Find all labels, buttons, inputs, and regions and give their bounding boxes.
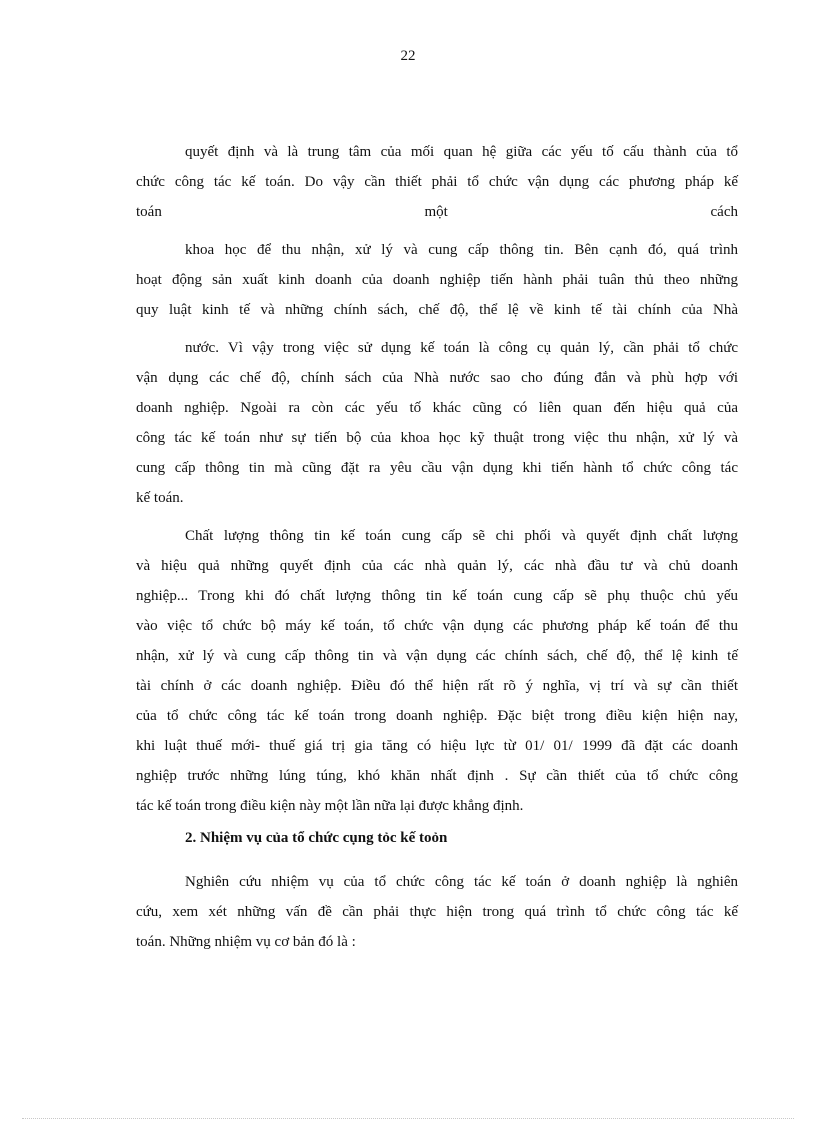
paragraph-line: kế toán. [136,490,184,506]
paragraph-line: khi luật thuế mới- thuế giá trị gia tăng có hiệu lực từ 01/ 01/ 1999 đã đặt các doanh [136,738,738,754]
paragraph-line: vào việc tổ chức bộ máy kế toán, tổ chức vận dụng các phương pháp kế toán để thu [136,618,738,634]
paragraph-line: quyết định và là trung tâm của mối quan hệ giữa các yếu tố cấu thành của tổ [185,144,738,160]
section-heading: 2. Nhiệm vụ của tổ chức cụng tỏc kế toỏn [185,830,448,846]
paragraph-line: toán một cách [136,204,738,220]
paragraph-line: của tổ chức công tác kế toán trong doanh nghiệp. Đặc biệt trong điều kiện hiện nay, [136,708,738,724]
paragraph-line: nghiệp trước những lúng túng, khó khăn nhất định . Sự cần thiết của tổ chức công [136,768,738,784]
paragraph-line: nghiệp... Trong khi đó chất lượng thông tin kế toán cung cấp sẽ phụ thuộc chủ yếu [136,588,738,604]
paragraph-line: Chất lượng thông tin kế toán cung cấp sẽ chi phối và quyết định chất lượng [185,528,738,544]
paragraph-line: và hiệu quả những quyết định của các nhà quản lý, các nhà đầu tư và chủ doanh [136,558,738,574]
paragraph-line: nước. Vì vậy trong việc sử dụng kế toán là công cụ quản lý, cần phải tổ chức [185,340,738,356]
paragraph-line: nhận, xử lý và cung cấp thông tin và vận dụng các chính sách, chế độ, thể lệ kinh tế [136,648,738,664]
paragraph-line: hoạt động sản xuất kinh doanh của doanh nghiệp tiến hành phải tuân thủ theo những [136,272,738,288]
paragraph-line: toán. Những nhiệm vụ cơ bản đó là : [136,934,356,950]
paragraph-line: vận dụng các chế độ, chính sách của Nhà nước sao cho đúng đắn và phù hợp với [136,370,738,386]
paragraph-line: cứu, xem xét những vấn đề cần phải thực hiện trong quá trình tổ chức công tác kế [136,904,738,920]
paragraph-line: chức công tác kế toán. Do vậy cần thiết phải tổ chức vận dụng các phương pháp kế [136,174,738,190]
paragraph-line: tác kế toán trong điều kiện này một lần nữa lại được khẳng định. [136,798,524,814]
paragraph-line: Nghiên cứu nhiệm vụ của tổ chức công tác kế toán ở doanh nghiệp là nghiên [185,874,738,890]
paragraph-line: doanh nghiệp. Ngoài ra còn các yếu tố khác cũng có liên quan đến hiệu quả của [136,400,738,416]
paragraph-line: công tác kế toán như sự tiến bộ của khoa học kỹ thuật trong việc thu nhận, xử lý và [136,430,738,446]
paragraph-line: tài chính ở các doanh nghiệp. Điều đó thể hiện rất rõ ý nghĩa, vị trí và sự cần thiết [136,678,738,694]
page-number: 22 [400,48,416,64]
page-bottom-border [22,1118,794,1119]
paragraph-line: cung cấp thông tin mà cũng đặt ra yêu cầu vận dụng khi tiến hành tổ chức công tác [136,460,738,476]
paragraph-line: khoa học để thu nhận, xử lý và cung cấp thông tin. Bên cạnh đó, quá trình [185,242,738,258]
paragraph-line: quy luật kinh tế và những chính sách, chế độ, thể lệ về kinh tế tài chính của Nhà [136,302,738,318]
